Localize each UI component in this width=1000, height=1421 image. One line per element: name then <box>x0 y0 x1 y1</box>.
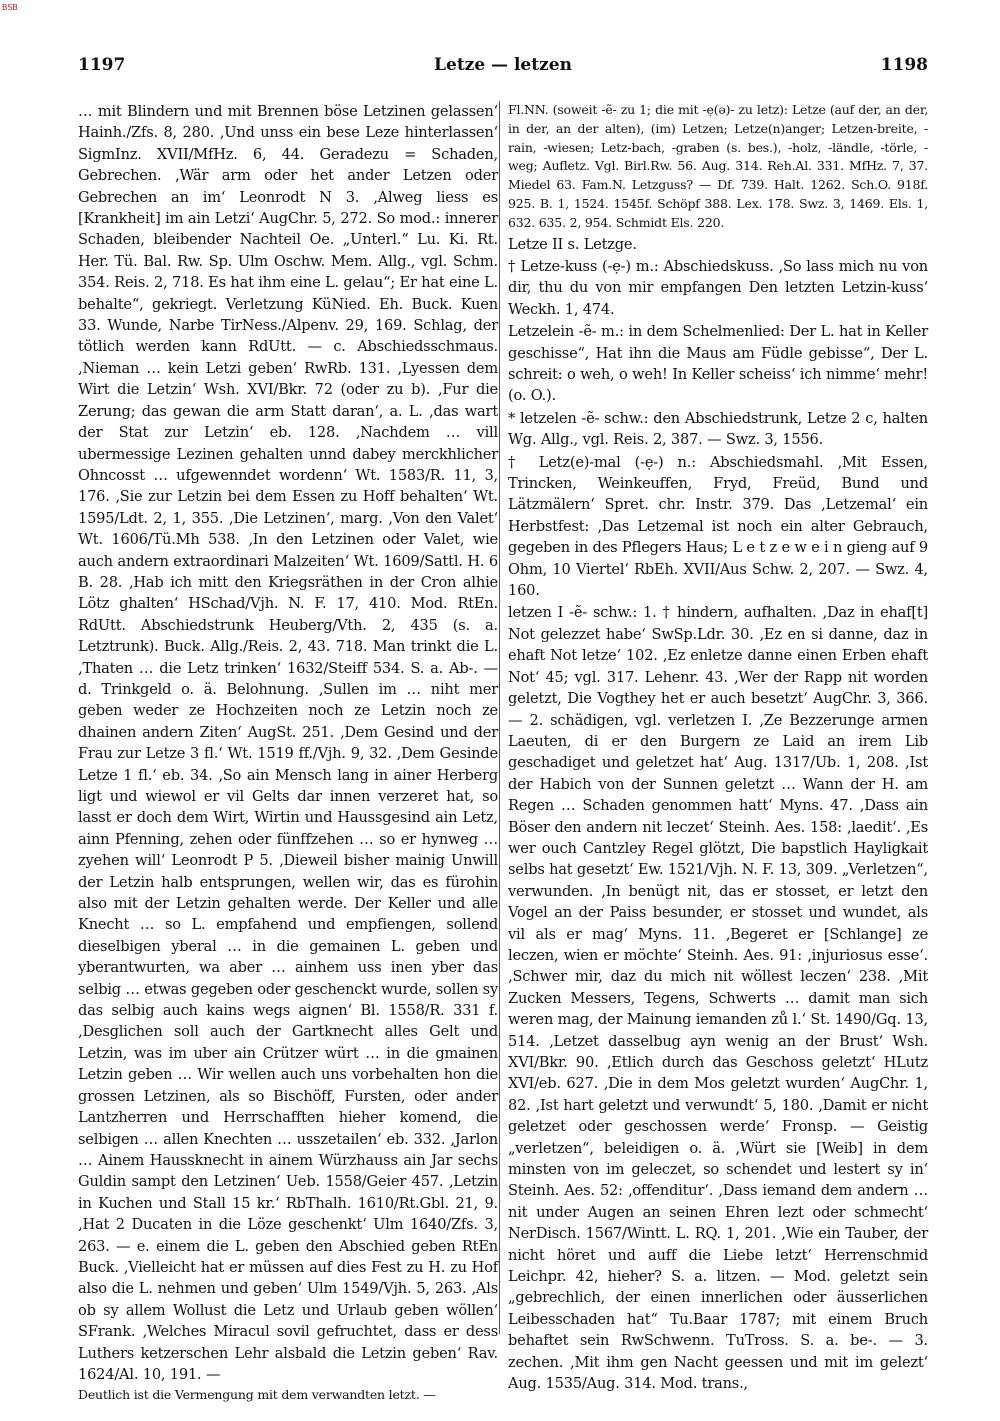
entry-letze-ii: Letze II s. Letzge. <box>508 235 637 253</box>
right-column <box>508 101 928 1395</box>
left-text: … mit Blindern und mit Brennen böse Letzinen gelassen‘ Hainh./Zfs. 8, 280. ‚Und unss ein bese Leze hinterlassen‘ SigmInz. XVII/MfHz. 6, 44. Geradezu = Schaden, Gebrechen. ‚Wär arm oder het ander Letzen oder Gebrechen an im‘ Leonrodt N 3. ‚Alweg liess es [Krankheit] im ain Letzi‘ AugChr. 5, 272. So mod.: innerer Schaden, bleibender Nachteil Oe. „Unterl.“ Lu. Ki. Rt. Her. Tü. Bal. Rw. Sp. Ulm Oschw. Mem. Allg., vgl. Schm. 354. Reis. 2, 718. Es hat ihm eine L. gelau“; Er hat eine L. behalte“, gekriegt. Verletzung KüNied. Eh. Buck. Kuen 33. Wunde, Narbe TirNess./Alpenv. 29, 169. Schlag, der tötlich werden kann RdUtt. — c. Abschiedsschmaus. ‚Nieman … kein Letzi geben‘ RwRb. 131. ‚Lyessen dem Wirt die Letzin‘ Wsh. XVI/Bkr. 72 (oder zu b). ‚Fur die Zerung; das gewan die arm Statt daran‘, a. L. ‚das wart der Stat zur Letzin‘ eb. 128. ‚Nachdem … vill ubermessige Lezinen gehalten unnd dabey merckhlicher Ohncosst … ufgewenndet wordenn‘ Wt. 1583/R. 11, 3, 176. ‚Sie zur Letzin bei dem Essen zu Hoff behalten‘ Wt. 1595/Ldt. 2, 1, 355. ‚Die Letzinen‘, marg. ‚Von den Valet‘ Wt. 1606/Tü.Mh 538. ‚In den Letzinen oder Valet, wie auch andern extraordinari Malzeiten‘ Wt. 1609/Sattl. H. 6 B. 28. ‚Hab ich mitt den Kriegsräthen in der Cron alhie Lötz ghalten‘ HSchad/Vjh. N. F. 17, 410. Mod. RtEn. RdUtt. Abschiedstrunk Heuberg/Vth. 2, 435 (s. a. Letztrunk). Buck. Allg./Reis. 2, 43. 718. Man trinkt die L. ‚Thaten … die Letz trinken‘ 1632/Steiff 534. S. a. Ab-. — d. Trinkgeld o. ä. Belohnung. ‚Sullen im … niht mer geben weder ze Hochzeiten noch ze Letzin noch ze dhainen andern Ziten‘ AugSt. 251. ‚Dem Gesind und der Frau zur Letze 3 fl.‘ Wt. 1519 ff./Vjh. 9, 32. ‚Dem Gesinde Letze 1 fl.‘ eb. 34. ‚So ain Mensch lang in ainer Herberg ligt und wiewol er vil Gelts dar innen verzeret hat, so lasst er doch dem Wirt, Wirtin und Haussgesind ain Letz, ainn Pfenning, zehen oder fünffzehen … so er hynweg … zyehen will‘ Leonrodt P 5. ‚Dieweil bisher mainig Unwill der Letzin halb entsprungen, wellen wir, das es fürohin also mit der Letzin gehalten werde. Der Keller und alle Knecht … so L. empfahend und empfiengen, sollend dieselbigen yberal … in die gemainen L. geben und yberantwurten, wa aber … ainhem uss inen yber das selbig … etwas gegeben oder geschenckt wurde, sollen sy das selbig auch kains wegs aignen‘ Bl. 1558/R. 331 f. ‚Desglichen soll auch der Gartknecht alles Gelt und Letzin, was im uber ain Crützer würt … in die gmainen Letzin geben … Wir wellen auch uns vorbehalten hon die grossen Letzinen, als so Bischöff, Fursten, oder ander Lantzherren und Herrschafften hieher komend, die selbigen … allen Knechten … usszetailen‘ eb. 332. ‚Jarlon … Ainem Haussknecht in ainem Würzhauss ain Jar sechs Guldin sampt den Letzinen‘ Ueb. 1558/Geier 457. ‚Letzin in Kuchen und Stall 15 kr.‘ RbThalh. 1610/Rt.Gbl. 21, 9. ‚Hat 2 Ducaten in die Löze geschenkt‘ Ulm 1640/Zfs. 3, 263. — e. einem die L. geben den Abschied geben RtEn Buck. ‚Vielleicht hat er müssen auf dies Fest zu H. zu Hof also die L. nehmen und geben‘ Ulm 1549/Vjh. 5, 263. ‚Als ob sy allem Wollust die Letz und Urlaub geben wöllen‘ SFrank. ‚Welches Miracul sovil gefruchtet, dass er dess Luthers ketzerschen Lehr alsbald die Letzin geben‘ Rav. 1624/Al. 10, 191. — <box>78 103 498 1383</box>
place-names-paragraph: Fl.NN. (soweit -ẽ- zu 1; die mit -ẹ(ə)- zu letz): Letze (auf der, an der, in der, an der alten), (im) Letzen; Letze(n)anger; Letzen-breite, -rain, -wiesen; Letz-bach, -graben (s. bes.), -holz, -ländle, -törle, -weg; Aufletz. Vgl. Birl.Rw. 56. Aug. 314. Reh.Al. 331. MfHz. 7, 37. Miedel 63. Fam.N. Letzguss? — Df. 739. Halt. 1262. Sch.O. 918f. 925. B. 1, 1524. 1545f. Schöpf 388. Lex. 178. Swz. 3, 1469. Els. 1, 632. 635. 2, 954. Schmidt Els. 220. <box>508 102 928 230</box>
entry-letzelen: * letzelen -ẽ- schw.: den Abschiedstrunk, Letze 2 c, halten Wg. Allg., vgl. Reis. 2, 387. — Swz. 3, 1556. <box>508 409 928 449</box>
page-number-right: 1198 <box>880 55 928 75</box>
column-divider <box>499 101 500 1334</box>
entry-letzelein: Letzelein -ẽ- m.: in dem Schelmenlied: Der L. hat in Keller geschisse“, Hat ihn die Maus am Füdle gebisse“, Der L. schreit: o weh, o weh! In Keller scheiss‘ ich nimme‘ mehr! (o. O.). <box>508 323 928 405</box>
library-stamp: BSB <box>2 3 18 12</box>
entry-letzen-i: letzen I -ẽ- schw.: 1. † hindern, aufhalten. ‚Daz in ehaf[t] Not gelezzet habe‘ SwSp.Ldr. 30. ‚Ez en si danne, daz in ehaft Not letze‘ 102. ‚Ez enletze danne einen Erben ehaft Not‘ 45; vgl. 317. Lehenr. 43. ‚Wer der Rapp nit worden geletzt, Die Vogthey het er auch besetzt‘ AugChr. 3, 366. — 2. schädigen, vgl. verletzen I. ‚Ze Bezzerunge armen Laeuten, di er den Burgern ze Laid an irem Lib geschadiget und geletzet hat‘ Aug. 1317/Ub. 1, 208. ‚Ist der Habich von der Sunnen geletzt … Wann der H. am Regen … Schaden genommen hatt‘ Myns. 47. ‚Dass ain Böser den andern nit leczet‘ Steinh. Aes. 158: ‚laedit‘. ‚Es wer ouch Cantzley Regel glötzt, Die bapstlich Hayligkait selbs hat gesetzt‘ Ew. 1521/Vjh. N. F. 13, 309. „Verletzen“, verwunden. ‚In benügt nit, das er stosset, er letzt den Vogel an der Paiss besunder, er stosset und wundet, als vil als er mag‘ Myns. 11. ‚Begeret er [Schlange] ze leczen, wien er möchte‘ Steinh. Aes. 91: ‚injuriosus esse‘. ‚Schwer mir, daz du mich nit wöllest leczen‘ 238. ‚Mit Zucken Messers, Tegens, Schwerts … damit man sich weren mag, der Mainung iemanden zů l.‘ St. 1490/Gq. 13, 514. ‚Letzet dasselbug ayn wenig an der Brust‘ Wsh. XVI/Bkr. 90. ‚Etlich durch das Geschoss geletzt‘ HLutz XVI/eb. 627. ‚Die in dem Mos geletzt wurden‘ AugChr. 1, 82. ‚Ist hart geletzt und verwundt‘ 5, 180. ‚Damit er nicht geletzet oder geschossen werde‘ Fronsp. — Geistig „verletzen“, beleidigen o. ä. ‚Würt sie [Weib] in dem minsten von im geleczet, so schendet und lestert sy in‘ Steinh. Aes. 52: ‚offenditur‘. ‚Dass iemand dem andern … nit under Augen an seinen Ehren lezt oder schmecht‘ NerDisch. 1567/Wintt. L. RQ. 1, 201. ‚Wie ein Tauber, der nicht höret und auff die Liebe letzt‘ Herrenschmid Leichpr. 42, hieher? S. a. litzen. — Mod. geletzt sein „gebrechlich, der einen innerlichen oder äusserlichen Leibesschaden hat“ Tu.Baar 1787; mit einem Bruch behaftet sein RwSchwenn. TuTross. S. a. be-. — 3. zechen. ‚Mit ihm gen Nacht geessen und mit im gelezt‘ Aug. 1535/Aug. 314. Mod. trans., <box>508 604 928 1393</box>
page-header <box>78 55 928 81</box>
footnote: Deutlich ist die Vermengung mit dem verwandten letzt. — <box>78 1387 436 1403</box>
entry-letze-kuss: † Letze-kuss (-ẹ-) m.: Abschiedskuss. ‚So lass mich nu von dir, thu du von mir empfangen Den letzten Letzin-kuss‘ Weckh. 1, 474. <box>508 257 928 318</box>
entry-letze-mal: † Letz(e)-mal (-ẹ-) n.: Abschiedsmahl. ‚Mit Essen, Trincken, Weinkeuffen, Fryd, Freüd, Bund und Lätzmälern‘ Spret. chr. Instr. 379. Das ‚Letzemal‘ ein Herbstfest: ‚Das Letzemal ist noch ein alter Gebrauch, gegeben in des Pflegers Haus; L e t z e w e i n gieng auf 9 Ohm, 10 Viertel‘ RbEh. XVII/Aus Schw. 2, 207. — Swz. 4, 160. <box>508 453 928 600</box>
page-title: Letze — letzen <box>434 55 572 75</box>
left-column <box>78 101 498 1405</box>
page-number-left: 1197 <box>78 55 126 75</box>
